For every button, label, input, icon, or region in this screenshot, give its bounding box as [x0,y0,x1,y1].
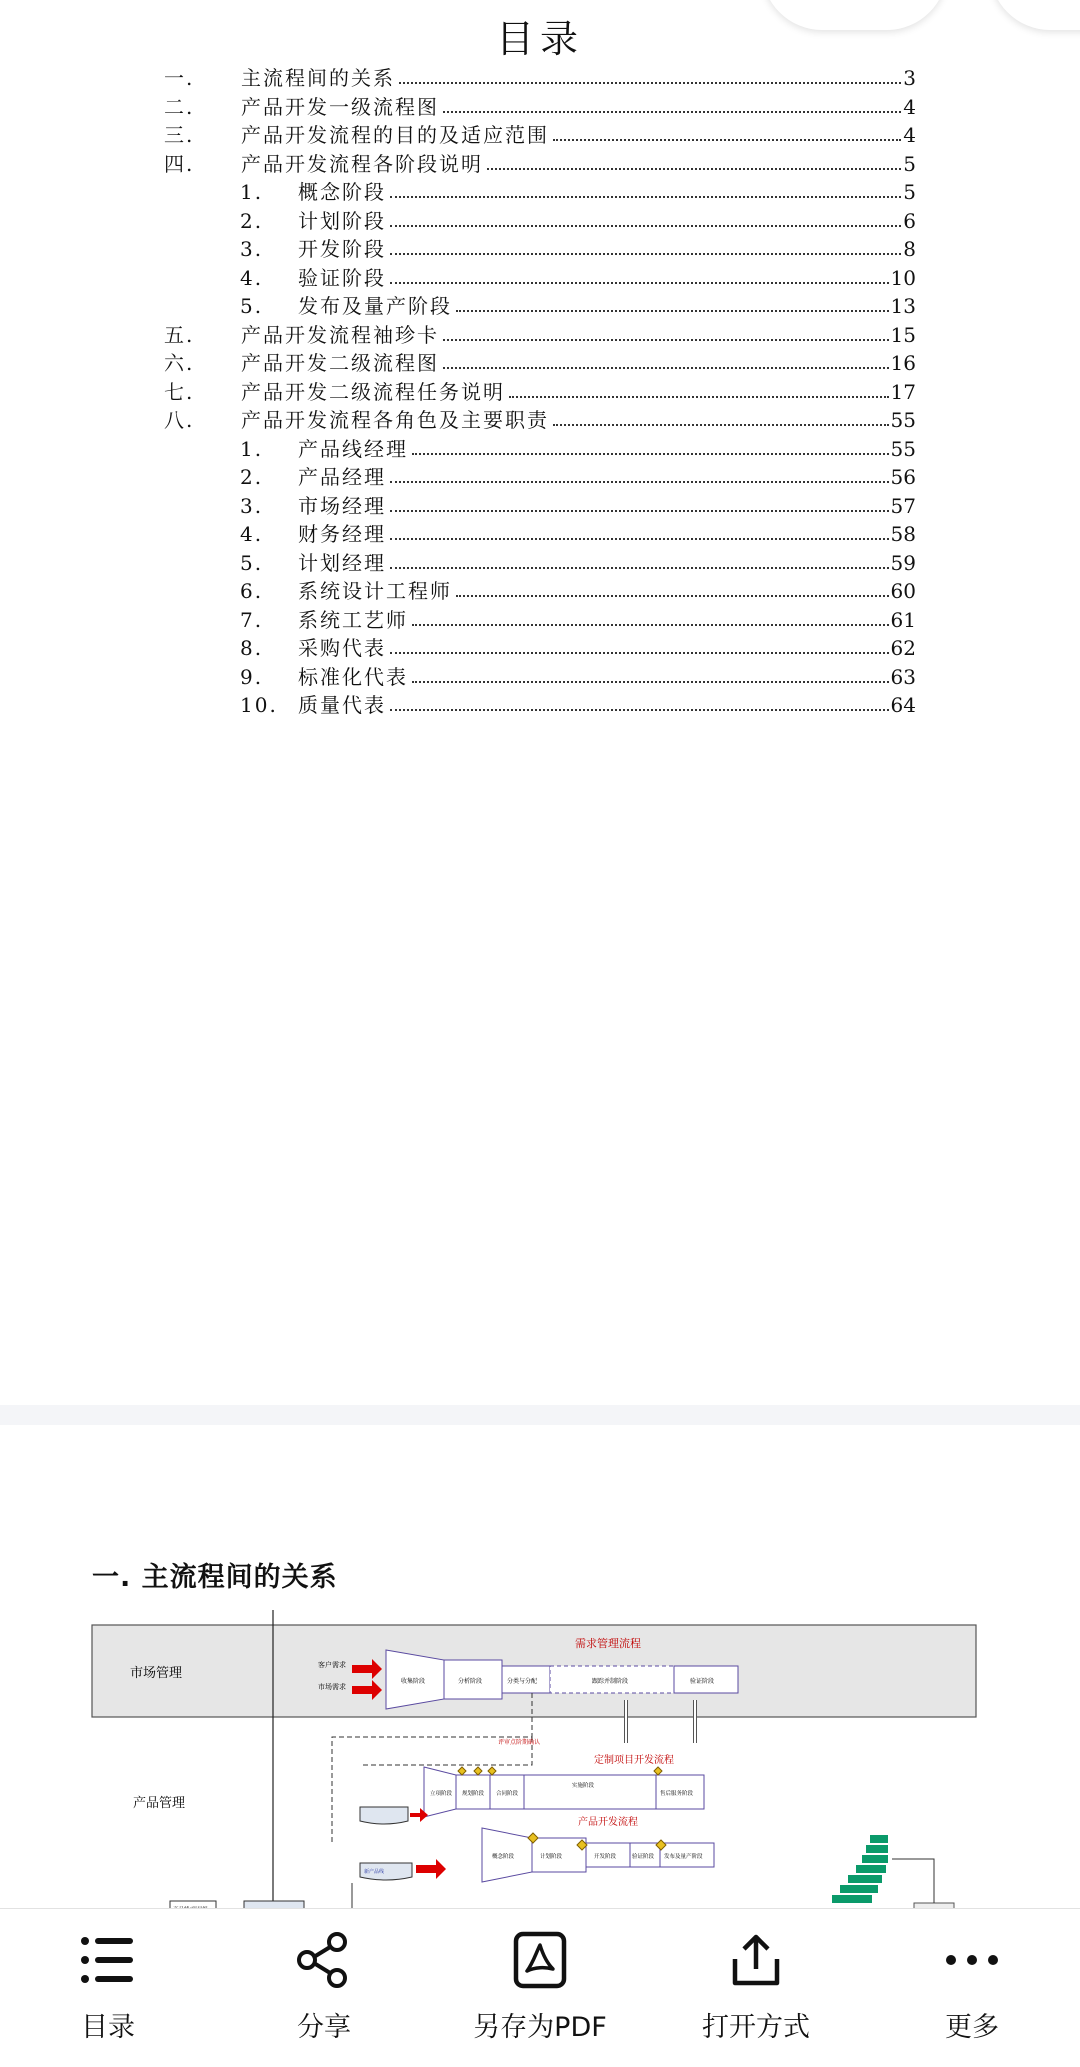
milestone-diamond [474,1767,482,1775]
toc-dot-leader [412,452,889,455]
toc-entry-page: 15 [890,322,916,347]
toc-entry-page: 55 [890,436,916,461]
toc-entry-number: 二. [164,94,195,119]
toc-dot-leader [443,338,889,341]
toc-entry-page: 16 [890,351,916,375]
product-line-label: 新产品线 [364,1869,385,1875]
toc-dot-leader [390,509,889,512]
toc-entry-label: 计划阶段 [298,208,386,233]
toc-entry-page: 4 [903,123,916,147]
toc-entry-label: 验证阶段 [298,265,386,290]
toc-entry-number: 7. [240,607,264,632]
toc-entry-number: 八. [164,408,195,432]
track-stage-label: 跟踪并制阶段 [592,1678,629,1685]
toc-entry-number: 2. [240,465,264,489]
toc-entry[interactable] [240,205,916,233]
toc-entry[interactable] [164,148,916,176]
toc-dot-leader [553,138,901,141]
toc-entry-number: 一. [164,66,195,90]
list-icon [77,1929,139,1991]
toc-entry[interactable] [164,62,916,90]
toc-entry-number: 8. [240,636,264,660]
allocate-stage-label: 分类与分配 [507,1678,538,1685]
toc-title: 目录 [495,17,584,61]
roadmap-connector [304,1883,352,1909]
milestone-diamond [654,1767,662,1775]
toc-entry[interactable] [164,347,916,375]
share-button-label: 分享 [297,2012,351,2043]
toc-dot-leader [399,81,901,84]
toc-entry[interactable] [164,319,916,347]
custom-doc [360,1807,408,1824]
toc-entry-number: 5. [240,294,264,318]
plan2-stage-label: 规划阶段 [462,1791,485,1797]
toc-dot-leader [390,537,889,540]
toc-entry[interactable] [164,119,916,147]
toc-entry-label: 系统设计工程师 [298,579,452,603]
toc-entry-page: 64 [890,693,916,717]
toc-entry-page: 56 [890,465,916,489]
platform-connector [892,1859,934,1903]
toc-entry-number: 6. [240,579,264,603]
toc-entry-label: 开发阶段 [298,237,386,261]
implement-stage-label: 实施阶段 [572,1783,595,1789]
toc-entry-label: 产品开发流程各角色及主要职责 [241,408,549,432]
after-sale-stage-label: 售后服务阶段 [660,1791,694,1797]
toc-entry-label: 主流程间的关系 [241,66,395,90]
open-with-label: 打开方式 [702,2012,810,2043]
toc-entry-number: 4. [240,522,264,546]
toc-entry[interactable] [240,290,916,318]
toc-entry-number: 9. [240,664,264,689]
toc-dot-leader [509,395,889,398]
verify2-stage-label: 验证阶段 [632,1854,655,1860]
toc-entry-page: 63 [890,664,916,689]
toc-entry-number: 1. [240,180,264,204]
toc-entry-number: 2. [240,208,264,233]
pdf-icon [509,1929,571,1991]
toc-entry-number: 4. [240,265,264,290]
toc-entry-number: 1. [240,436,264,461]
toc-dot-leader [456,594,889,597]
toc-dot-leader [443,366,889,369]
toc-dot-leader [390,480,889,483]
toc-dot-leader [390,651,889,654]
product-flow-title: 产品开发流程 [578,1817,638,1828]
toc-entry-page: 61 [890,607,916,632]
contract-stage-label: 合同阶段 [496,1791,519,1797]
toc-entry-page: 59 [890,550,916,575]
toc-entry[interactable] [164,91,916,119]
save-as-pdf-button[interactable] [440,1909,640,2044]
platform-stack-icon [832,1835,888,1903]
milestone-diamond [458,1767,466,1775]
lane-market-label: 市场管理 [130,1666,183,1681]
toc-button[interactable] [8,1909,208,2044]
milestone-diamond [488,1767,496,1775]
toc-dot-leader [487,167,901,170]
toc-entry-page: 10 [890,265,916,290]
release-stage-label: 发布及量产阶段 [664,1854,703,1860]
open-with-button[interactable] [656,1909,856,2044]
toc-entry-label: 系统工艺师 [298,607,408,632]
toc-entry-label: 概念阶段 [298,180,386,204]
toc-entry-page: 3 [903,66,916,90]
toc-dot-leader [390,281,889,284]
toc-entry[interactable] [164,404,916,432]
toc-entry-label: 质量代表 [298,693,386,717]
toc-entry-label: 计划经理 [298,550,386,575]
toc-entry[interactable] [240,575,916,603]
toc-entry-page: 62 [890,636,916,660]
section-heading: 一. 主流程间的关系 [92,1562,338,1593]
toc-entry[interactable] [164,376,916,404]
toc-dot-leader [553,423,889,426]
toc-entry-number: 七. [164,379,195,404]
toc-entry-page: 6 [903,208,916,233]
more-icon [941,1929,1003,1991]
toc-entry-page: 58 [890,522,916,546]
to-concept-arrow [416,1859,446,1879]
market-demand-label: 市场需求 [318,1683,346,1691]
toc-entry-page: 13 [890,294,916,318]
share-button[interactable] [224,1909,424,2044]
toc-entry-label: 产品开发流程的目的及适应范围 [241,123,549,147]
toc-entry-page: 5 [903,151,916,176]
toc-entry-label: 产品开发流程袖珍卡 [241,322,439,347]
establish-stage-label: 立项阶段 [430,1791,453,1797]
toc-entry-number: 六. [164,351,195,375]
toc-entry-label: 产品开发一级流程图 [241,94,439,119]
save-as-pdf-label: 另存为PDF [473,2012,607,2043]
demand-flow-title: 需求管理流程 [575,1637,641,1650]
toc-entry[interactable] [240,689,916,717]
toc-entry[interactable] [240,661,916,689]
toc-dot-leader [456,309,889,312]
toc-entry-page: 8 [903,237,916,261]
toc-button-label: 目录 [81,2012,135,2043]
toc-entry-page: 60 [890,579,916,603]
toc-entry-label: 市场经理 [298,493,386,518]
open-with-icon [725,1929,787,1991]
toc-entry-label: 采购代表 [298,636,386,660]
toc-entry[interactable] [240,632,916,660]
plan-stage-label: 计划阶段 [540,1854,563,1860]
share-icon [293,1929,355,1991]
more-button[interactable] [872,1909,1072,2044]
toc-entry[interactable] [240,461,916,489]
toc-entry[interactable] [240,433,916,461]
toc-dot-leader [412,623,889,626]
toc-entry-label: 标准化代表 [298,664,408,689]
toc-entry-number: 五. [164,322,195,347]
toc-entry[interactable] [240,233,916,261]
verify-stage-label: 验证阶段 [690,1678,715,1685]
toc-entry[interactable] [240,176,916,204]
custom-flow-title: 定制项目开发流程 [594,1755,674,1766]
toc-entry-page: 57 [890,493,916,518]
toc-entry-number: 四. [164,151,195,176]
toc-entry[interactable] [240,604,916,632]
more-button-label: 更多 [945,2012,999,2043]
toc-entry[interactable] [240,547,916,575]
toc-entry-page: 5 [903,180,916,204]
toc-entry-label: 产品线经理 [298,436,408,461]
toc-entry-label: 产品开发二级流程图 [241,351,439,375]
customer-demand-label: 客户需求 [318,1661,346,1669]
toc-entry-number: 5. [240,550,264,575]
toc-entry[interactable] [240,262,916,290]
toc-dot-leader [390,224,901,227]
toc-entry-label: 产品开发流程各阶段说明 [241,151,483,176]
develop-stage-label: 开发阶段 [594,1854,617,1860]
toc-entry-page: 55 [890,408,916,432]
toc-entry-number: 三. [164,123,195,147]
lane-product-label: 产品管理 [133,1796,186,1811]
toc-dot-leader [412,680,889,683]
review-label-1: 评审点阶期确认 [498,1739,541,1746]
toc-entry-label: 财务经理 [298,522,386,546]
concept-stage-label: 概念阶段 [492,1854,515,1860]
toc-entry-label: 产品经理 [298,465,386,489]
toc-dot-leader [390,566,889,569]
toc-entry-number: 3. [240,493,264,518]
toc-dot-leader [390,252,901,255]
toc-entry-page: 4 [903,94,916,119]
toc-entry-page: 17 [890,379,916,404]
toc-entry[interactable] [240,490,916,518]
bottom-toolbar [0,1908,1080,2067]
collect-stage-label: 收集阶段 [401,1678,426,1685]
toc-dot-leader [390,708,889,711]
toc-entry[interactable] [240,518,916,546]
toc-entry-number: 3. [240,237,264,261]
toc-dot-leader [390,195,901,198]
toc-dot-leader [443,110,901,113]
toc-entry-label: 产品开发二级流程任务说明 [241,379,505,404]
toc-entry-number: 10. [240,693,278,717]
analyze-stage-label: 分析阶段 [458,1678,483,1685]
toc-entry-label: 发布及量产阶段 [298,294,452,318]
